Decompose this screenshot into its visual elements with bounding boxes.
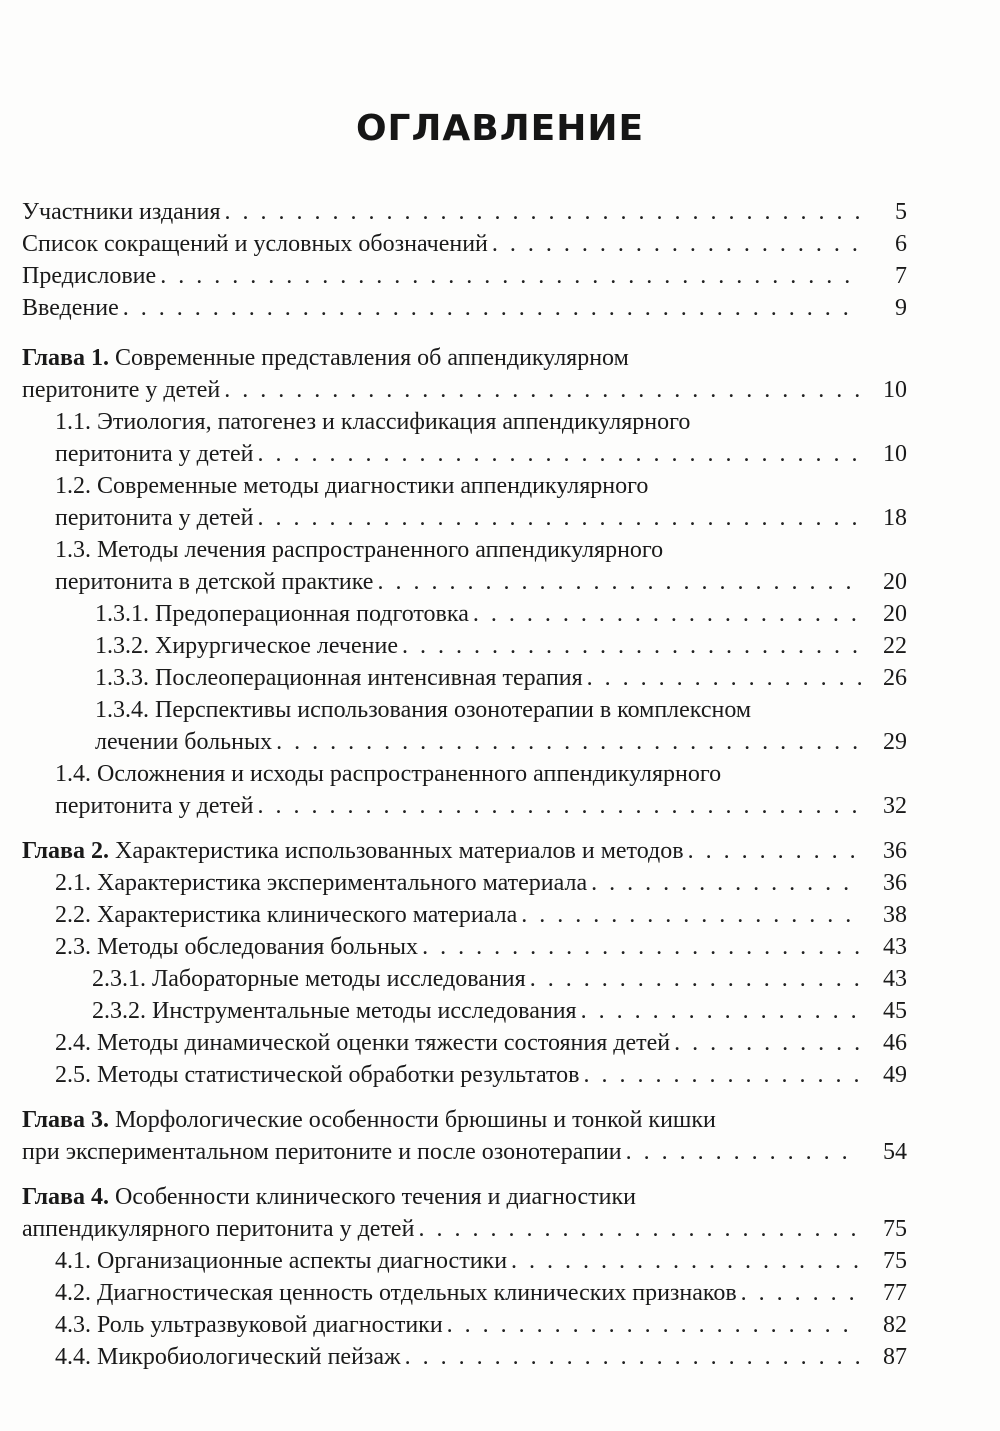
toc-leader — [257, 438, 861, 470]
toc-leader — [473, 598, 861, 630]
toc-leader — [257, 502, 861, 534]
toc-leader — [225, 196, 861, 228]
toc-leader — [688, 835, 861, 867]
toc-entry-text: перитонита у детей — [55, 441, 254, 467]
toc-entry-text: Характеристика использованных материалов и методов — [115, 838, 684, 864]
toc-entry-text: 2.3.1. Лабораторные методы исследования — [92, 966, 526, 992]
toc-entry-text: 2.5. Методы статистической обработки результатов — [55, 1062, 580, 1088]
toc-page-number: 43 — [883, 966, 907, 992]
toc-entry-text: 2.3.2. Инструментальные методы исследования — [92, 998, 577, 1024]
toc-entry-text: 2.1. Характеристика экспериментального материала — [55, 870, 588, 896]
toc-entry-text: перитоните у детей — [22, 377, 221, 403]
toc-leader — [377, 566, 861, 598]
toc-page-number: 18 — [883, 505, 907, 531]
toc-leader — [276, 726, 861, 758]
toc-section-2-3-2[interactable] — [22, 995, 907, 1027]
toc-entry-text: аппендикулярного перитонита у детей — [22, 1216, 415, 1242]
toc-entry-text: перитонита в детской практике — [55, 569, 374, 595]
toc-entry-abbreviations[interactable] — [22, 228, 907, 260]
toc-page-number: 10 — [883, 441, 907, 467]
toc-entry-text: 4.2. Диагностическая ценность отдельных клинических признаков — [55, 1280, 737, 1306]
toc-leader — [402, 630, 861, 662]
toc-leader — [674, 1027, 861, 1059]
toc-entry-text: 1.3.1. Предоперационная подготовка — [95, 601, 469, 627]
toc-page-number: 20 — [883, 569, 907, 595]
chapter-label: Глава 4. — [22, 1184, 109, 1210]
toc-leader — [626, 1136, 861, 1168]
toc-leader — [581, 995, 861, 1027]
toc-page-number: 36 — [883, 838, 907, 864]
toc-section-1-3-2[interactable] — [22, 630, 907, 662]
toc-page-number: 22 — [883, 633, 907, 659]
toc-page-number: 29 — [883, 729, 907, 755]
toc-leader — [591, 867, 861, 899]
toc-section-2-3-1[interactable] — [22, 963, 907, 995]
toc-leader — [587, 662, 861, 694]
toc-entry-text: 4.1. Организационные аспекты диагностики — [55, 1248, 508, 1274]
toc-entry-text: Введение — [22, 295, 119, 321]
toc-entry-contributors[interactable] — [22, 196, 907, 228]
toc-entry-introduction[interactable] — [22, 292, 907, 324]
toc-section-1-3-3[interactable] — [22, 662, 907, 694]
toc-entry-text: Морфологические особенности брюшины и тонкой кишки — [115, 1107, 716, 1133]
chapter-label: Глава 1. — [22, 345, 109, 371]
toc-section-2-1[interactable] — [22, 867, 907, 899]
toc-entry-text: Особенности клинического течения и диагностики — [115, 1184, 636, 1210]
toc-section-1-4[interactable] — [22, 758, 907, 822]
toc-section-4-1[interactable] — [22, 1245, 907, 1277]
toc-section-4-4[interactable] — [22, 1341, 907, 1373]
toc-page-number: 38 — [883, 902, 907, 928]
chapter-label: Глава 3. — [22, 1107, 109, 1133]
toc-entry-text: 1.3.2. Хирургическое лечение — [95, 633, 398, 659]
toc-leader — [405, 1341, 861, 1373]
toc-entry-text: 1.2. Современные методы диагностики аппендикулярного — [55, 473, 649, 499]
toc-page-number: 46 — [883, 1030, 907, 1056]
toc-page-number: 87 — [883, 1344, 907, 1370]
toc-entry-text: при экспериментальном перитоните и после озонотерапии — [22, 1139, 622, 1165]
toc-entry-text: 2.3. Методы обследования больных — [55, 934, 419, 960]
toc-page-number: 36 — [883, 870, 907, 896]
toc-page-number: 5 — [895, 199, 907, 225]
toc-leader — [447, 1309, 861, 1341]
toc-entry-text: 1.3.4. Перспективы использования озонотерапии в комплексном — [95, 697, 752, 723]
toc-page-number: 82 — [883, 1312, 907, 1338]
toc-leader — [741, 1277, 861, 1309]
toc-page-number: 26 — [883, 665, 907, 691]
toc-leader — [521, 899, 861, 931]
toc-section-2-4[interactable] — [22, 1027, 907, 1059]
toc-section-4-3[interactable] — [22, 1309, 907, 1341]
toc-entry-text: Современные представления об аппендикулярном — [115, 345, 629, 371]
toc-entry-text: 4.4. Микробиологический пейзаж — [55, 1344, 401, 1370]
toc-leader — [160, 260, 861, 292]
toc-page-number: 49 — [883, 1062, 907, 1088]
toc-chapter-4[interactable] — [22, 1181, 907, 1245]
toc-chapter-2[interactable] — [22, 835, 907, 867]
toc-entry-text: лечении больных — [95, 729, 273, 755]
toc-page-number: 45 — [883, 998, 907, 1024]
toc-entry-text: Участники издания — [22, 199, 221, 225]
toc-leader — [511, 1245, 861, 1277]
toc-section-1-2[interactable] — [22, 470, 907, 534]
toc-leader — [418, 1213, 861, 1245]
toc-section-1-3-1[interactable] — [22, 598, 907, 630]
toc-page-number: 54 — [883, 1139, 907, 1165]
toc-leader — [422, 931, 861, 963]
toc-entry-text: 2.2. Характеристика клинического материала — [55, 902, 518, 928]
toc-page-number: 7 — [895, 263, 907, 289]
toc-leader — [530, 963, 861, 995]
toc-page-number: 32 — [883, 793, 907, 819]
toc-chapter-1[interactable] — [22, 342, 907, 406]
toc-entry-text: 1.3. Методы лечения распространенного аппендикулярного — [55, 537, 664, 563]
chapter-label: Глава 2. — [22, 838, 109, 864]
toc-leader — [224, 374, 861, 406]
page-title: ОГЛАВЛЕНИЕ — [355, 108, 645, 149]
toc-page-number: 75 — [883, 1216, 907, 1242]
toc-entry-text: 1.3.3. Послеоперационная интенсивная терапия — [95, 665, 583, 691]
toc-entry-preface[interactable] — [22, 260, 907, 292]
toc-section-2-2[interactable] — [22, 899, 907, 931]
toc-entry-text: 1.4. Осложнения и исходы распространенного аппендикулярного — [55, 761, 722, 787]
toc-page-number: 75 — [883, 1248, 907, 1274]
toc-page-number: 6 — [895, 231, 907, 257]
toc-section-2-3[interactable] — [22, 931, 907, 963]
toc-entry-text: 1.1. Этиология, патогенез и классификация аппендикулярного — [55, 409, 691, 435]
toc-page-number: 10 — [883, 377, 907, 403]
toc-section-1-1[interactable] — [22, 406, 907, 470]
toc-entry-text: 4.3. Роль ультразвуковой диагностики — [55, 1312, 443, 1338]
table-of-contents — [22, 196, 907, 1373]
toc-leader — [123, 292, 861, 324]
toc-leader — [257, 790, 861, 822]
toc-page-number: 43 — [883, 934, 907, 960]
toc-leader — [492, 228, 861, 260]
toc-section-1-3[interactable] — [22, 534, 907, 598]
toc-section-1-3-4[interactable] — [22, 694, 907, 758]
toc-entry-text: Предисловие — [22, 263, 157, 289]
toc-entry-text: перитонита у детей — [55, 505, 254, 531]
toc-section-4-2[interactable] — [22, 1277, 907, 1309]
toc-section-2-5[interactable] — [22, 1059, 907, 1091]
toc-entry-text: 2.4. Методы динамической оценки тяжести состояния детей — [55, 1030, 671, 1056]
toc-entry-text: перитонита у детей — [55, 793, 254, 819]
toc-page-number: 77 — [883, 1280, 907, 1306]
toc-entry-text: Список сокращений и условных обозначений — [22, 231, 488, 257]
toc-leader — [583, 1059, 861, 1091]
toc-page-number: 20 — [883, 601, 907, 627]
toc-page-number: 9 — [895, 295, 907, 321]
toc-chapter-3[interactable] — [22, 1104, 907, 1168]
